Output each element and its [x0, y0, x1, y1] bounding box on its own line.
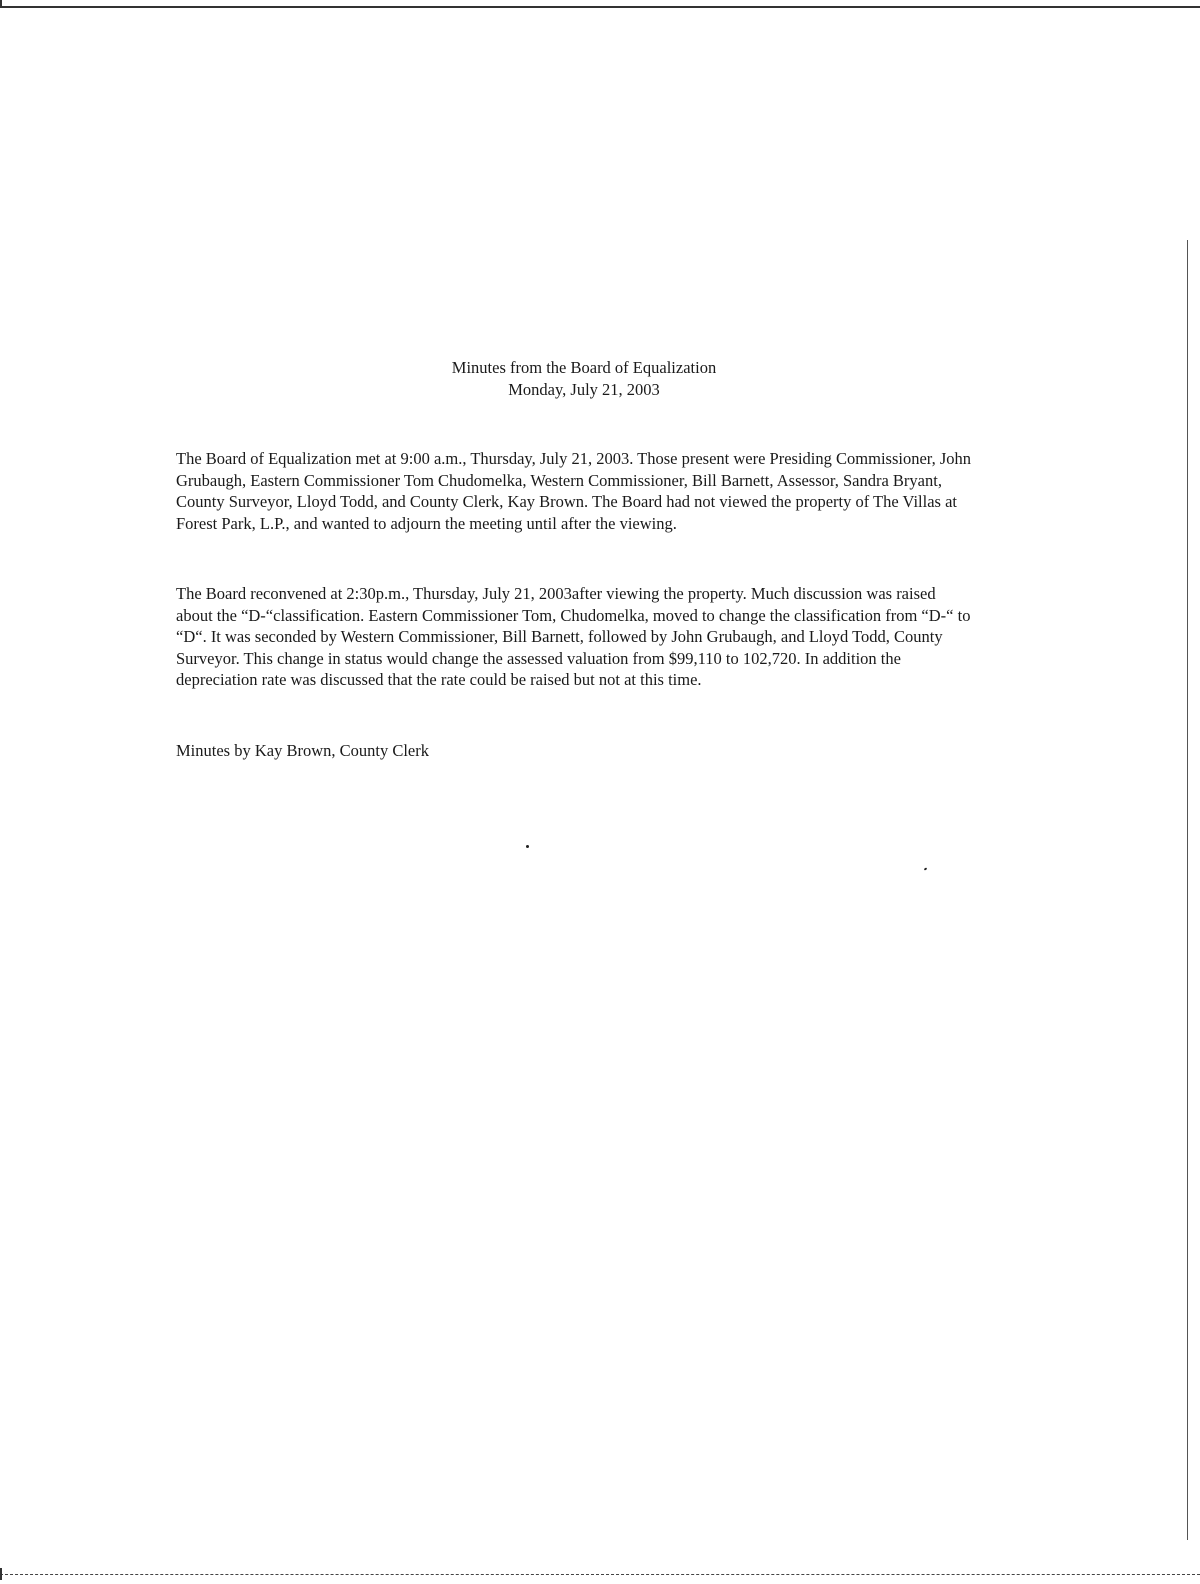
- scan-speck: [924, 867, 928, 870]
- scan-right-edge: [1187, 240, 1188, 1540]
- scan-corner-mark: [0, 0, 2, 7]
- scan-top-rule: [0, 6, 1200, 8]
- document-date: Monday, July 21, 2003: [508, 380, 660, 399]
- signoff-line: Minutes by Kay Brown, County Clerk: [176, 741, 429, 760]
- scan-speck: [526, 845, 529, 848]
- paragraph-meeting-opening: The Board of Equalization met at 9:00 a.m., Thursday, July 21, 2003. Those present were Presiding Commissioner, John Grubaugh, Eastern Commissioner Tom Chudomelka, Western Commissioner, Bill Barnett, Assessor, Sandra Bryant, County Surveyor, Lloyd Todd, and County Clerk, Kay Brown. The Board had not viewed the property of The Villas at Forest Park, L.P., and wanted to adjourn the meeting until after the viewing.: [176, 449, 972, 533]
- document-title: Minutes from the Board of Equalization: [451, 358, 717, 377]
- paragraph-reconvened: The Board reconvened at 2:30p.m., Thursday, July 21, 2003after viewing the property. Much discussion was raised about the “D-“classification. Eastern Commissioner Tom, Chudomelka, moved to change the classification from “D-“ to “D“. It was seconded by Western Commissioner, Bill Barnett, followed by John Grubaugh, and Lloyd Todd, County Surveyor. This change in status would change the assessed valuation from $99,110 to 102,720. In addition the depreciation rate was discussed that the rate could be raised but not at this time.: [176, 584, 971, 689]
- scan-bottom-rule: [0, 1574, 1200, 1575]
- scan-corner-mark: [0, 1568, 2, 1580]
